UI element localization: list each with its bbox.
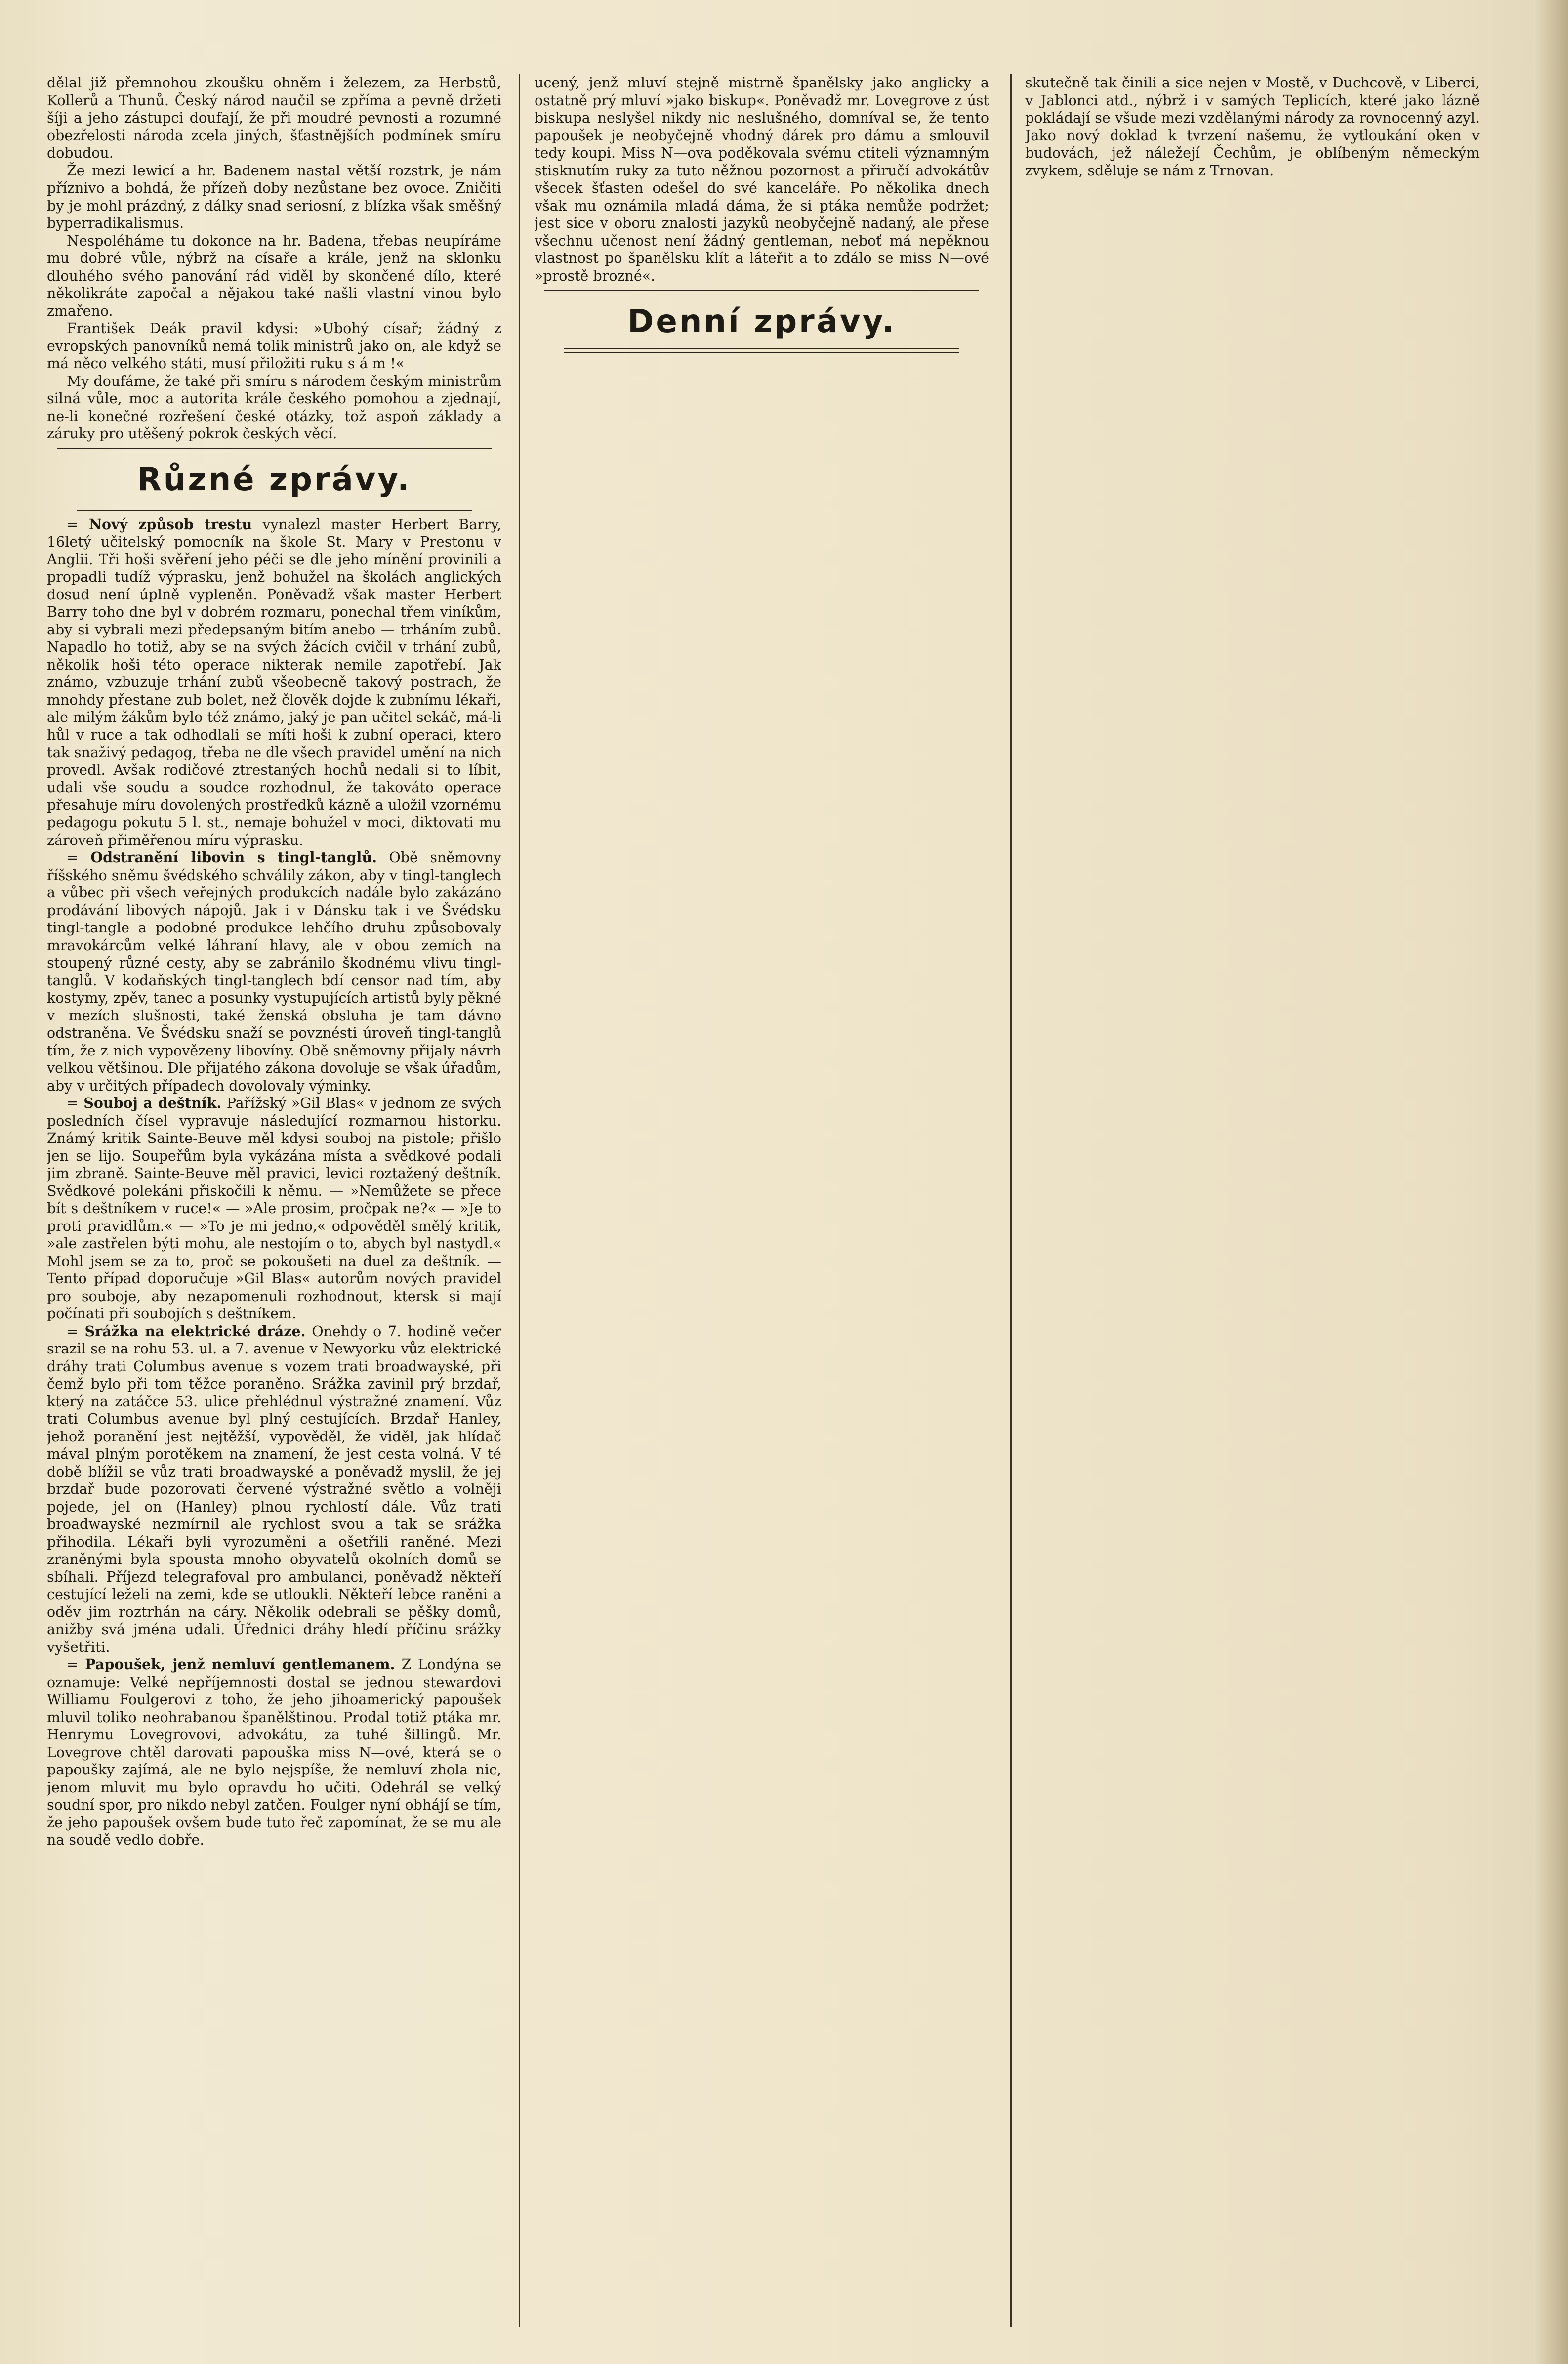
column-2 [535,74,989,2327]
column-rule-1 [519,74,520,2327]
section-double-rule [564,348,959,353]
news-item-text: Obě sněmovny říšského sněmu švédského schválily zákon, aby v tingl-tanglech a vůbec při všech veřejných produkcích nadále bylo zakázáno prodávání libových nápojů. Jak i v Dánsku tak i ve Švédsku tingl-tangle a podobné produkce lehčího druhu způsobovaly mravokárcům velké láhraní hlavy, ale v obou zemích na stoupený různé cesty, aby se zabránilo škodnému vlivu tingl-tanglů. V kodaňských tingl-tanglech bdí censor nad tím, aby kostymy, zpěv, tanec a posunky vystupujících artistů byly pěkné v mezích slušnosti, také ženská obsluha je tam dávno odstraněna. Ve Švédsku snaží se povznésti úroveň tingl-tanglů tím, že z nich vypovězeny libovíny. Obě sněmovny přijaly návrh velkou většinou. Dle přijatého zákona dovoluje se však úřadům, aby v určitých případech dovolovaly výminky. [47,849,501,1094]
paragraph: František Deák pravil kdysi: »Ubohý císař; žádný z evropských panovníků nemá tolik ministrů jako on, ale když se má něco velkého státi, musí přiložiti ruku s á m !« [47,320,501,372]
column-3 [1025,74,1480,2327]
news-item: = Odstranění libovin s tingl-tanglů. Obě sněmovny říšského sněmu švédského schválily zákon, aby v tingl-tanglech a vůbec při všech veřejných produkcích nadále bylo zakázáno prodávání libových nápojů. Jak i v Dánsku tak i ve Švédsku tingl-tangle a podobné produkce lehčího druhu způsobovaly mravokárcům velké láhraní hlavy, ale v obou zemích na stoupený různé cesty, aby se zabránilo škodnému vlivu tingl-tanglů. V kodaňských tingl-tanglech bdí censor nad tím, aby kostymy, zpěv, tanec a posunky vystupujících artistů byly pěkné v mezích slušnosti, také ženská obsluha je tam dávno odstraněna. Ve Švédsku snaží se povznésti úroveň tingl-tanglů tím, že z nich vypovězeny libovíny. Obě sněmovny přijaly návrh velkou většinou. Dle přijatého zákona dovoluje se však úřadům, aby v určitých případech dovolovaly výminky. [47,849,501,1094]
news-item-text: Pařížský »Gil Blas« v jednom ze svých posledních čísel vypravuje následující rozmarnou historku. Známý kritik Sainte-Beuve měl kdysi souboj na pistole; přišlo jen se lijo. Soupeřům byla vykázána místa a svědkové podali jim zbraně. Sainte-Beuve měl pravici, levici roztažený deštník. Svědkové polekáni přiskočili k němu. — »Nemůžete se přece bít s deštníkem v ruce!« — »Ale prosim, pročpak ne?« — »Je to proti pravidlům.« — »To je mi jedno,« odpověděl smělý kritik, »ale zastřelen býti mohu, ale nestojím o to, abych byl nastydl.« Mohl jsem se za to, proč se pokoušeti na duel za deštník. — Tento případ doporučuje »Gil Blas« autorům nových pravidel pro souboje, aby nezapomenuli rozhodnout, ktersk si mají počínati při soubojích s deštníkem. [47,1095,501,1322]
section-title: Různé zprávy. [137,461,412,498]
column-1 [47,74,501,2327]
page-edge-shadow [1533,0,1568,2364]
paragraph: Nespoléháme tu dokonce na hr. Badena, třebas neupíráme mu dobré vůle, nýbrž na císaře a krále, jenž na sklonku dlouhého svého panování rád viděl by skončené dílo, které několikráte započal a nějakou také našli vlastní vinou bylo zmařeno. [47,232,501,319]
news-item-title: Souboj a deštník. [83,1095,222,1111]
paragraph: ucený, jenž mluví stejně mistrně španělsky jako anglicky a ostatně prý mluví »jako biskup«. Poněvadž mr. Lovegrove z úst biskupa neslyšel nikdy nic neslušného, domníval se, že tento papoušek je neobyčejně vhodný dárek pro dámu a smlouvil tedy koupi. Miss N—ova poděkovala svému ctiteli významným stisknutím ruky za tuto něžnou pozornost a přiručí advokátův všecek šťasten odešel do své kanceláře. Po několika dnech však mu oznámila mladá dáma, že si ptáka nemůže podržet; jest sice v oboru znalosti jazyků neobyčejně nadaný, ale přese všechnu učenost není žádný gentleman, neboť má nepěknou vlastnost po španělsku klít a láteřit a to zdálo se miss N—ové »prostě brozné«. [535,75,989,284]
paragraph: Že mezi lewicí a hr. Badenem nastal větší rozstrk, je nám příznivo a bohdá, že přízeň doby nezůstane bez ovoce. Zničiti by je mohl prázdný, z dálky snad seriosní, z blízka však směšný byperradikalismus. [47,162,501,231]
section-rule [57,448,492,449]
news-item: = Souboj a deštník. Pařížský »Gil Blas« v jednom ze svých posledních čísel vypravuje následující rozmarnou historku. Známý kritik Sainte-Beuve měl kdysi souboj na pistole; přišlo jen se lijo. Soupeřům byla vykázána místa a svědkové podali jim zbraně. Sainte-Beuve měl pravici, levici roztažený deštník. Svědkové polekáni přiskočili k němu. — »Nemůžete se přece bít s deštníkem v ruce!« — »Ale prosim, pročpak ne?« — »Je to proti pravidlům.« — »To je mi jedno,« odpověděl smělý kritik, »ale zastřelen býti mohu, ale nestojím o to, abych byl nastydl.« Mohl jsem se za to, proč se pokoušeti na duel za deštník. — Tento případ doporučuje »Gil Blas« autorům nových pravidel pro souboje, aby nezapomenuli rozhodnout, ktersk si mají počínati při soubojích s deštníkem. [47,1095,501,1322]
news-item-title: Odstranění libovin s tingl-tanglů. [90,849,377,866]
news-item: = Srážka na elektrické dráze. Onehdy o 7. hodině večer srazil se na rohu 53. ul. a 7. avenue v Newyorku vůz elektrické dráhy trati Columbus avenue s vozem trati broadwayské, při čemž bylo při tom těžce poraněno. Srážka zavinil prý brzdař, který na zatáčce 53. ulice přehlédnul výstražné znamení. Vůz trati Columbus avenue byl plný cestujících. Brzdař Hanley, jehož poranění jest nejtěžší, vypověděl, že viděl, jak hlídač mával plným porotěkem na znamení, že jest cesta volná. V té době blížil se vůz trati broadwayské a poněvadž myslil, že jej brzdař bude pozorovati červené výstražné světlo a volněji pojede, jel on (Hanley) plnou rychlostí dále. Vůz trati broadwayské nezmírnil ale rychlost svou a tak se srážka přihodila. Lékaři byli vyrozuměni a ošetřili raněné. Mezi zraněnými byla spousta mnoho obyvatelů okolních domů se sbíhali. Příjezd telegrafoval pro ambulanci, poněvadž někteří cestující leželi na zemi, kde se utloukli. Někteří lebce raněni a oděv jim roztrhán na cáry. Několik odebrali se pěšky domů, anižby svá jména udali. Úřednici dráhy hledí příčinu srážky vyšetřiti. [47,1322,501,1655]
news-item-text: Onehdy o 7. hodině večer srazil se na rohu 53. ul. a 7. avenue v Newyorku vůz elektrické dráhy trati Columbus avenue s vozem trati broadwayské, při čemž bylo při tom těžce poraněno. Srážka zavinil prý brzdař, který na zatáčce 53. ulice přehlédnul výstražné znamení. Vůz trati Columbus avenue byl plný cestujících. Brzdař Hanley, jehož poranění jest nejtěžší, vypověděl, že viděl, jak hlídač mával plným porotěkem na znamení, že jest cesta volná. V té době blížil se vůz trati broadwayské a poněvadž myslil, že jej brzdař bude pozorovati červené výstražné světlo a volněji pojede, jel on (Hanley) plnou rychlostí dále. Vůz trati broadwayské nezmírnil ale rychlost svou a tak se srážka přihodila. Lékaři byli vyrozuměni a ošetřili raněné. Mezi zraněnými byla spousta mnoho obyvatelů okolních domů se sbíhali. Příjezd telegrafoval pro ambulanci, poněvadž někteří cestující leželi na zemi, kde se utloukli. Někteří lebce raněni a oděv jim roztrhán na cáry. Několik odebrali se pěšky domů, anižby svá jména udali. Úřednici dráhy hledí příčinu srážky vyšetřiti. [47,1323,501,1655]
news-item-text: Z Londýna se oznamuje: Velké nepříjemnosti dostal se jednou stewardovi Williamu Foulgerovi z toho, že jeho jihoamerický papoušek mluvil toliko neohrabanou španělštinou. Prodal totiž ptáka mr. Henrymu Lovegrovovi, advokátu, za tuhé šillingů. Mr. Lovegrove chtěl darovati papouška miss N—ové, která se o papoušky zajímá, ale ne bylo nejspíše, že nemluví zhola nic, jenom mluvit mu bylo opravdu ho učiti. Odehrál se velký soudní spor, pro nikdo nebyl zatčen. Foulger nyní obhájí se tím, že jeho papoušek ovšem bude tuto řeč zapomínat, že se mu ale na soudě vedlo dobře. [47,1656,501,1848]
section-title: Denní zprávy. [627,303,896,340]
news-item-title: Papoušek, jenž nemluví gentlemanem. [85,1656,395,1673]
paragraph: dělal již přemnohou zkoušku ohněm i železem, za Herbstů, Kollerů a Thunů. Český národ naučil se zpříma a pevně držeti šíji a jeho zástupci doufají, že při moudré pevnosti a rozumné obezřelosti národa zcela jiných, šťastnějších podmínek smíru dobudou. [47,75,501,161]
column-rule-2 [1010,74,1012,2327]
news-item-title: Srážka na elektrické dráze. [84,1322,306,1340]
news-item: = Nový způsob trestu vynalezl master Herbert Barry, 16letý učitelský pomocník na škole St. Mary v Prestonu v Anglii. Tři hoši svěření jeho péči se dle jeho mínění provinili a propadli tudíž výprasku, jenž bohužel na školách anglických dosud není úplně vypleněn. Poněvadž však master Herbert Barry toho dne byl v dobrém rozmaru, ponechal třem viníkům, aby si vybrali mezi předepsaným bitím anebo — trháním zubů. Napadlo ho totiž, aby se na svých žácích cvičil v trhání zubů, několik hoši této operace nikterak nemile zapotřebí. Jak známo, vzbuzuje trhání zubů všeobecně takový postrach, že mnohdy přestane zub bolet, než člověk dojde k zubnímu lékaři, ale milým žákům bylo též známo, jaký je pan učitel sekáč, má-li hůl v ruce a tak odhodlali se míti hoši k zubní operaci, ktero tak snaživý pedagog, třeba ne dle všech pravidel umění na nich provedl. Avšak rodičové ztrestaných hochů nedali si to líbit, udali vše soudu a soudce rozhodnul, že takováto operace přesahuje míru dovolených prostředků kázně a uložil vzornému pedagogu pokutu 5 l. st., nemaje bohužel v moci, diktovati mu zároveň přiměřenou míru výprasku. [47,515,501,848]
section-double-rule [77,507,472,511]
news-item-text: vynalezl master Herbert Barry, 16letý učitelský pomocník na škole St. Mary v Prestonu v Anglii. Tři hoši svěření jeho péči se dle jeho mínění provinili a propadli tudíž výprasku, jenž bohužel na školách anglických dosud není úplně vypleněn. Poněvadž však master Herbert Barry toho dne byl v dobrém rozmaru, ponechal třem viníkům, aby si vybrali mezi předepsaným bitím anebo — trháním zubů. Napadlo ho totiž, aby se na svých žácích cvičil v trhání zubů, několik hoši této operace nikterak nemile zapotřebí. Jak známo, vzbuzuje trhání zubů všeobecně takový postrach, že mnohdy přestane zub bolet, než člověk dojde k zubnímu lékaři, ale milým žákům bylo též známo, jaký je pan učitel sekáč, má-li hůl v ruce a tak odhodlali se míti hoši k zubní operaci, ktero tak snaživý pedagog, třeba ne dle všech pravidel umění na nich provedl. Avšak rodičové ztrestaných hochů nedali si to líbit, udali vše soudu a soudce rozhodnul, že takováto operace přesahuje míru dovolených prostředků kázně a uložil vzornému pedagogu pokutu 5 l. st., nemaje bohužel v moci, diktovati mu zároveň přiměřenou míru výprasku. [47,516,501,848]
news-item: = Papoušek, jenž nemluví gentlemanem. Z Londýna se oznamuje: Velké nepříjemnosti dostal se jednou stewardovi Williamu Foulgerovi z toho, že jeho jihoamerický papoušek mluvil toliko neohrabanou španělštinou. Prodal totiž ptáka mr. Henrymu Lovegrovovi, advokátu, za tuhé šillingů. Mr. Lovegrove chtěl darovati papouška miss N—ové, která se o papoušky zajímá, ale ne bylo nejspíše, že nemluví zhola nic, jenom mluvit mu bylo opravdu ho učiti. Odehrál se velký soudní spor, pro nikdo nebyl zatčen. Foulger nyní obhájí se tím, že jeho papoušek ovšem bude tuto řeč zapomínat, že se mu ale na soudě vedlo dobře. [47,1656,501,1848]
news-item-title: Nový způsob trestu [89,515,252,533]
paragraph: My doufáme, že také při smíru s národem českým ministrům silná vůle, moc a autorita krále českého pomohou a zjednají, ne-li konečné rozřešení české otázky, tož aspoň základy a záruky pro utěšený pokrok českých věcí. [47,373,501,442]
paragraph: skutečně tak činili a sice nejen v Mostě, v Duchcově, v Liberci, v Jablonci atd., nýbrž i v samých Teplicích, které jako lázně pokládají se všude mezi vzdělanými národy za rovnocenný azyl. Jako nový doklad k tvrzení našemu, že vytloukání oken v budovách, jež náležejí Čechům, je oblíbeným německým zvykem, sděluje se nám z Trnovan. [1025,75,1480,179]
section-rule [544,290,979,291]
